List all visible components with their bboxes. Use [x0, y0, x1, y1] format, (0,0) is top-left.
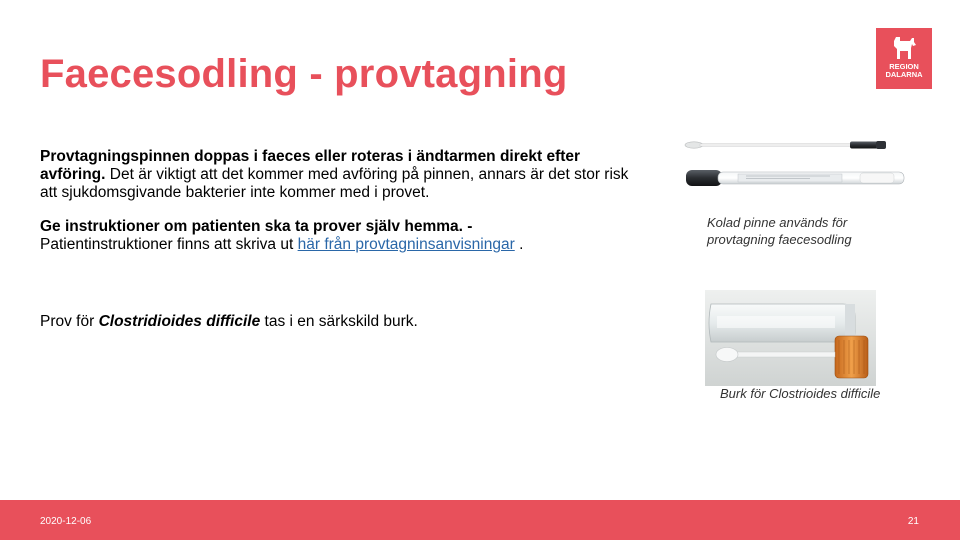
swab-stick	[685, 141, 886, 149]
paragraph-instructions	[40, 218, 640, 254]
footer-date: 2020-12-06	[40, 516, 92, 527]
swab-tube	[686, 170, 904, 186]
swab-caption: Kolad pinne används för provtagning faecesodling	[707, 215, 852, 247]
dala-horse-icon	[890, 35, 918, 61]
paragraph-sampling-bold: Provtagningspinnen doppas i faeces eller roteras i ändtarmen direkt efter avföring.	[40, 148, 581, 183]
region-dalarna-logo	[876, 28, 932, 89]
paragraph-clostridioides-organism: Clostridioides difficile	[98, 313, 261, 330]
paragraph-clostridioides-end: tas i en särkskild burk.	[264, 313, 418, 330]
swab-image	[680, 132, 910, 202]
paragraph-sampling	[40, 148, 640, 202]
jar-drawing	[705, 290, 876, 386]
slide-title: Faecesodling - provtagning	[40, 52, 568, 96]
jar-image	[705, 290, 876, 386]
logo-text-line1: REGION	[889, 62, 919, 71]
jar-caption: Burk för Clostrioides difficile	[720, 386, 881, 401]
paragraph-instructions-bold: Ge instruktioner om patienten ska ta prover själv hemma. -	[40, 218, 473, 235]
paragraph-clostridioides	[40, 313, 418, 331]
instructions-link[interactable]: här från provtagninsanvisningar	[297, 236, 515, 253]
paragraph-instructions-normal: Patientinstruktioner finns att skriva ut	[40, 236, 294, 253]
footer-bar	[0, 500, 960, 540]
paragraph-instructions-end: .	[519, 236, 524, 253]
body-text	[40, 148, 640, 254]
logo-text-line2: DALARNA	[885, 70, 923, 79]
paragraph-sampling-normal: Det är viktigt att det kommer med avföring på pinnen, annars är det stor risk att sjukdomsgivande bakterier inte kommer med i provet.	[40, 166, 629, 201]
paragraph-clostridioides-start: Prov för	[40, 313, 95, 330]
page-number: 21	[907, 516, 919, 527]
